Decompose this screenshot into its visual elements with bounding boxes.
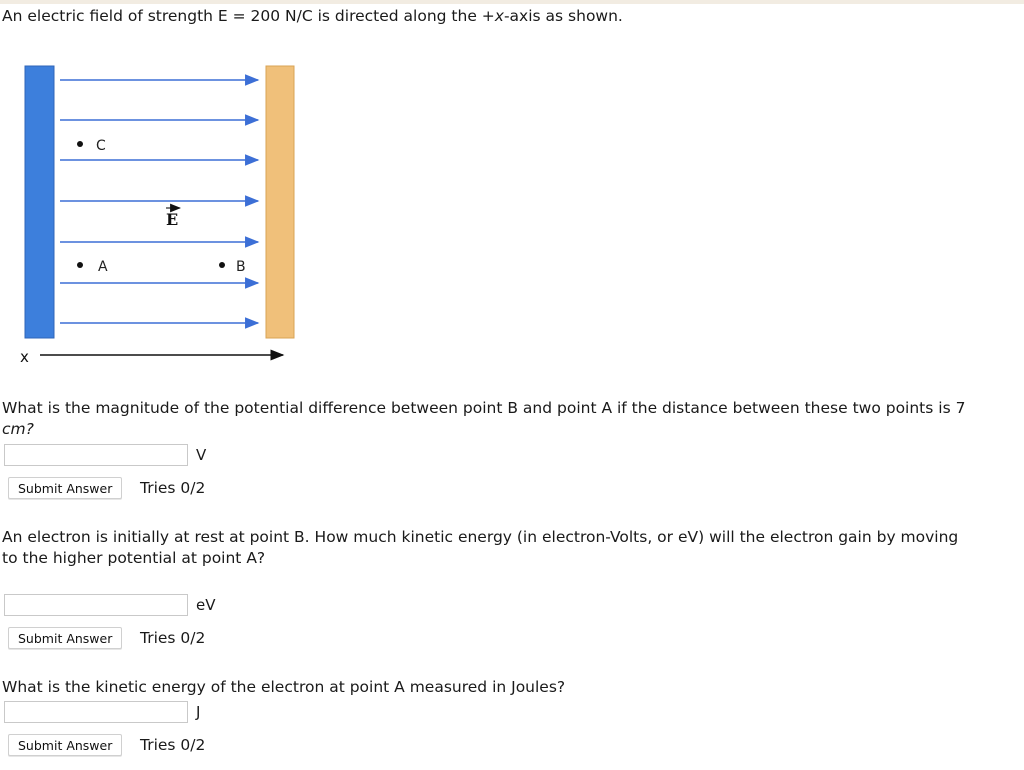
question-1-text: What is the magnitude of the potential difference between point B and point A if the distance between these two points is 7 cm? bbox=[2, 399, 966, 438]
q1-submit-button[interactable]: Submit Answer bbox=[8, 477, 122, 499]
point-b-label: B bbox=[236, 259, 246, 275]
point-a-dot bbox=[77, 262, 83, 268]
q1-tries: Tries 0/2 bbox=[140, 479, 206, 497]
point-b-dot bbox=[219, 262, 225, 268]
electric-field-diagram bbox=[0, 55, 310, 375]
q3-submit-button[interactable]: Submit Answer bbox=[8, 734, 122, 756]
top-divider bbox=[0, 0, 1024, 4]
point-c-label: C bbox=[96, 138, 106, 154]
right-plate bbox=[266, 66, 294, 338]
q2-submit-button[interactable]: Submit Answer bbox=[8, 627, 122, 649]
point-c-dot bbox=[77, 141, 83, 147]
q2-unit: eV bbox=[196, 596, 216, 614]
q3-tries: Tries 0/2 bbox=[140, 736, 206, 754]
x-axis-label: x bbox=[20, 348, 29, 366]
q2-answer-input[interactable] bbox=[4, 594, 188, 616]
point-a-label: A bbox=[98, 259, 108, 275]
q3-answer-input[interactable] bbox=[4, 701, 188, 723]
q1-answer-input[interactable] bbox=[4, 444, 188, 466]
q2-tries: Tries 0/2 bbox=[140, 629, 206, 647]
field-label: E bbox=[166, 210, 179, 229]
left-plate bbox=[25, 66, 54, 338]
problem-intro: An electric field of strength E = 200 N/C is directed along the +x-axis as shown. bbox=[2, 7, 623, 25]
q3-unit: J bbox=[196, 703, 201, 721]
q1-unit: V bbox=[196, 446, 207, 464]
question-3-text: What is the kinetic energy of the electron at point A measured in Joules? bbox=[2, 678, 566, 696]
question-2-text: An electron is initially at rest at point B. How much kinetic energy (in electron-Volts, or eV) will the electron gain by moving to the higher potential at point A? bbox=[2, 528, 959, 567]
